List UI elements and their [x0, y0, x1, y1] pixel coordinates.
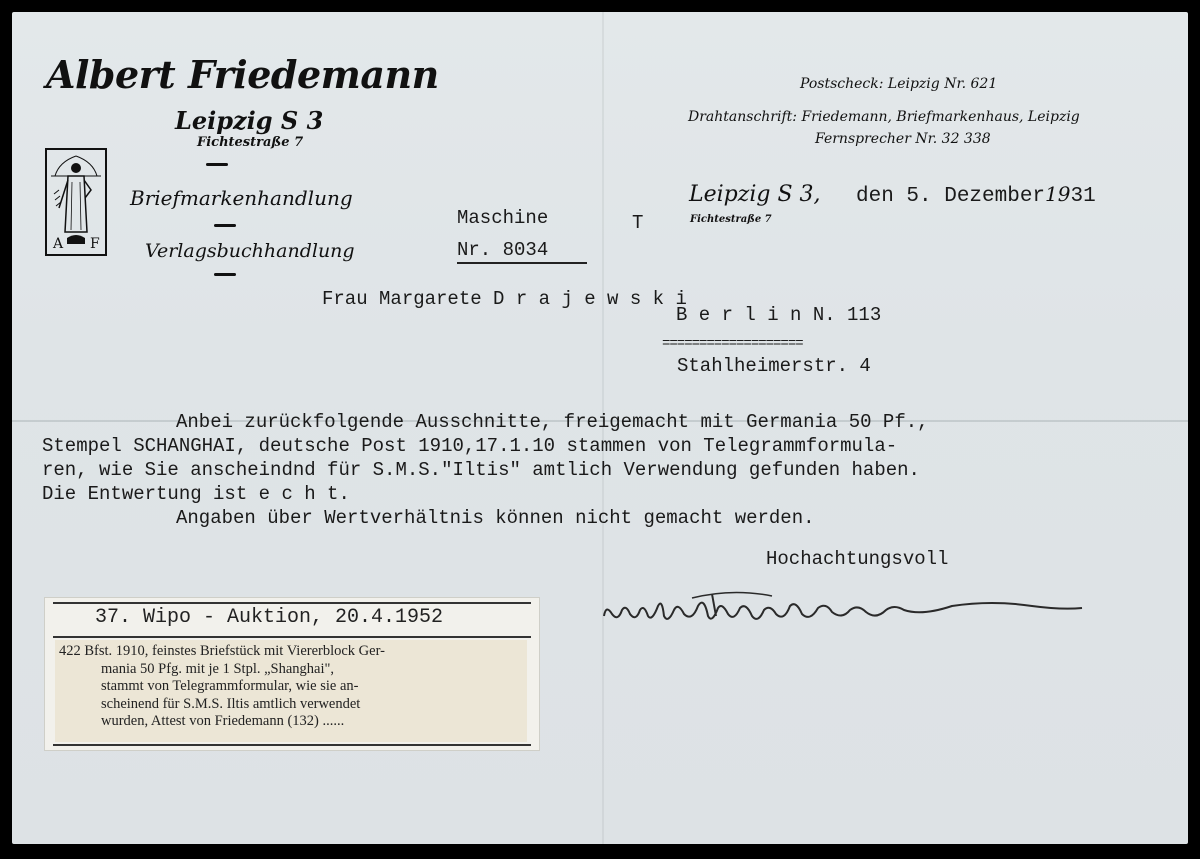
body-line-4: Die Entwertung ist e c h t. — [42, 483, 350, 505]
telegram-address: Drahtanschrift: Friedemann, Briefmarkenhaus, Leipzig — [688, 109, 1080, 125]
handwritten-signature — [592, 576, 1092, 636]
clipping-bottom-rule — [53, 744, 531, 746]
clipping-mid-rule — [53, 636, 531, 638]
company-street: Fichtestraße 7 — [197, 135, 304, 150]
clipping-line-5: wurden, Attest von Friedemann (132) ...... — [101, 713, 345, 729]
machine-number: Nr. 8034 — [457, 239, 549, 261]
postscheck-info: Postscheck: Leipzig Nr. 621 — [800, 76, 998, 92]
recipient-separator: =================== — [662, 336, 803, 352]
clipping-line-3: stammt von Telegrammformular, wie sie an- — [101, 678, 359, 694]
closing-salutation: Hochachtungsvoll — [766, 548, 949, 570]
business-line-1: Briefmarkenhandlung — [130, 186, 353, 210]
body-line-2: Stempel SCHANGHAI, deutsche Post 1910,17.1.10 stammen von Telegrammformula- — [42, 435, 898, 457]
figure-icon — [47, 150, 105, 254]
divider-ornament — [214, 224, 236, 227]
company-name: Albert Friedemann — [46, 52, 439, 97]
logo-initial-a: A — [53, 236, 64, 252]
recipient-city: B e r l i n N. 113 — [676, 304, 882, 326]
year-prefix: 19 — [1045, 182, 1071, 206]
divider-ornament — [206, 163, 228, 166]
clipping-text — [59, 643, 525, 731]
body-line-1: Anbei zurückfolgende Ausschnitte, freigemacht mit Germania 50 Pf., — [176, 411, 929, 433]
auction-clipping — [45, 598, 539, 750]
clipping-line-4: scheinend für S.M.S. Iltis amtlich verwendet — [101, 695, 361, 712]
clipping-top-rule — [53, 602, 531, 604]
date-text: den 5. Dezember — [856, 185, 1046, 208]
phone-number: Fernsprecher Nr. 32 338 — [815, 131, 991, 147]
recipient-name: Frau Margarete D r a j e w s k i — [322, 288, 687, 310]
company-city: Leipzig S 3 — [175, 106, 324, 135]
logo-initial-f: F — [90, 236, 100, 252]
dateline-city: Leipzig S 3, — [689, 182, 821, 207]
machine-label: Maschine — [457, 207, 549, 229]
body-line-3: ren, wie Sie anscheindnd für S.M.S."Iltis" amtlich Verwendung gefunden haben. — [42, 459, 920, 481]
dateline-street: Fichtestraße 7 — [690, 214, 772, 225]
recipient-street: Stahlheimerstr. 4 — [677, 355, 871, 377]
dateline-date — [856, 182, 1096, 208]
clipping-line-2: mania 50 Pfg. mit je 1 Stpl. „Shanghai", — [101, 660, 335, 677]
body-line-5: Angaben über Wertverhältnis können nicht gemacht werden. — [176, 507, 815, 529]
logo-emblem — [45, 148, 107, 256]
divider-ornament — [214, 273, 236, 276]
machine-underline — [457, 262, 587, 264]
business-line-2: Verlagsbuchhandlung — [145, 240, 355, 262]
clipping-heading: 37. Wipo - Auktion, 20.4.1952 — [95, 606, 444, 629]
year-suffix: 31 — [1070, 185, 1096, 208]
clipping-description-box — [55, 640, 527, 742]
clipping-line-1: 422 Bfst. 1910, feinstes Briefstück mit Viererblock Ger- — [59, 643, 385, 659]
machine-letter: T — [632, 212, 644, 234]
